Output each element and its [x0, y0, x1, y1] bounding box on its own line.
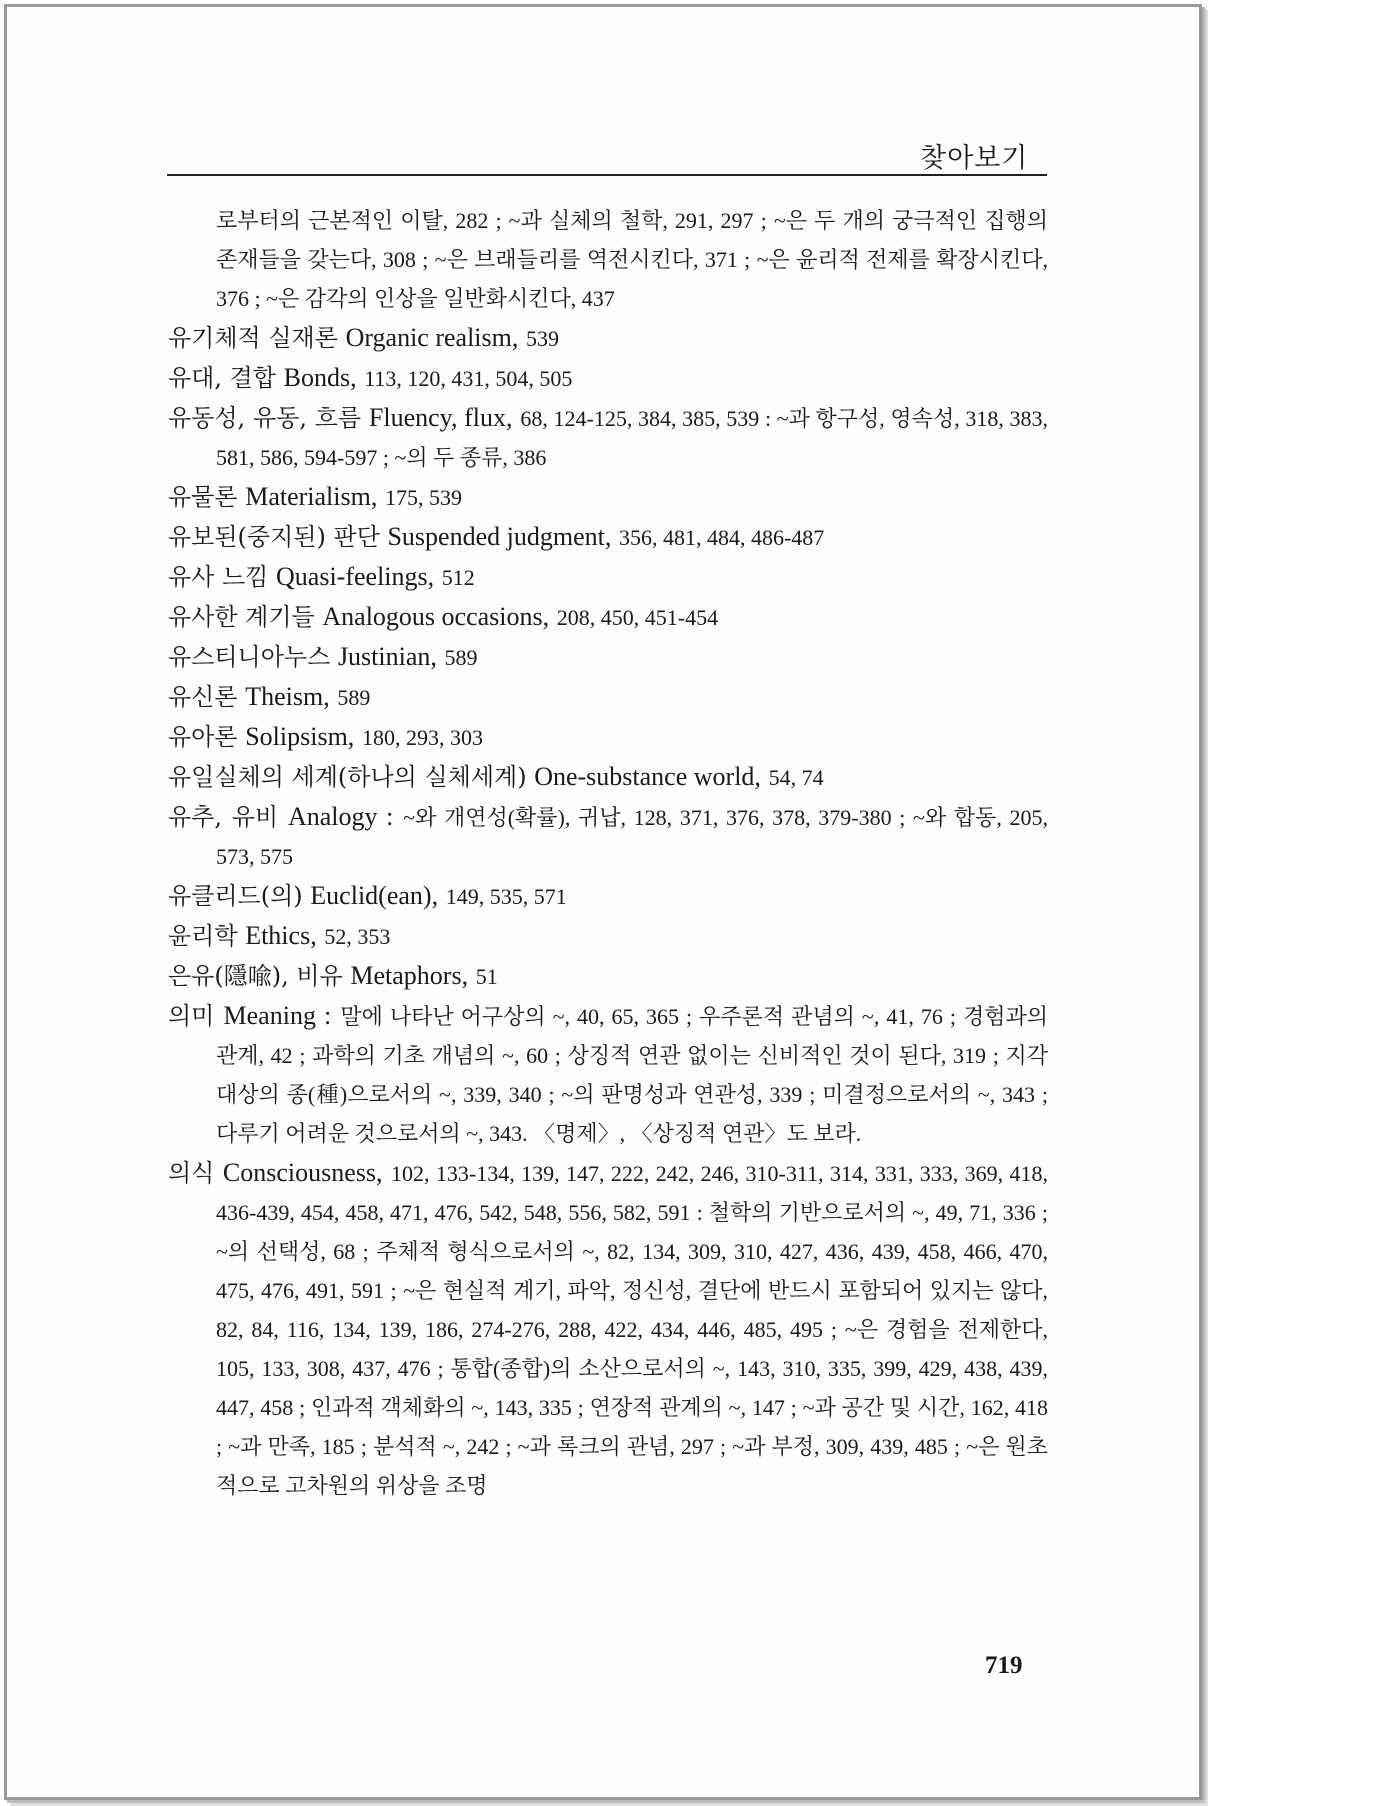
- index-entry: 유사한 계기들 Analogous occasions, 208, 450, 451-454: [168, 602, 719, 631]
- index-entry: 유동성, 유동, 흐름 Fluency, flux, 68, 124-125, 384, 385, 539 : ~과 항구성, 영속성, 318, 383, 581, 586, 594-597 ; ~의 두 종류, 386: [168, 403, 1049, 470]
- index-entry: 유사 느낌 Quasi-feelings, 512: [168, 562, 475, 591]
- index-entry: 유클리드(의) Euclid(ean), 149, 535, 571: [168, 881, 567, 910]
- index-entry: 유보된(중지된) 판단 Suspended judgment, 356, 481, 484, 486-487: [168, 522, 825, 551]
- index-entry: 유스티니아누스 Justinian, 589: [168, 642, 478, 671]
- index-entry: 의식 Consciousness, 102, 133-134, 139, 147, 222, 242, 246, 310-311, 314, 331, 333, 369, 418, 436-439, 454, 458, 471, 476, 542, 548, 556, 582, 591 : 철학의 기반으로서의 ~, 49, 71, 336 ; ~의 선택성, 68 ; 주체적 형식으로서의 ~, 82, 134, 309, 310, 427, 436, 439, 458, 466, 470, 475, 476, 491, 591 ; ~은 현실적 계기, 파악, 정신성, 결단에 반드시 포함되어 있지는 않다, 82, 84, 116, 134, 139, 186, 274-276, 288, 422, 434, 446, 485, 495 ; ~은 경험을 전제한다, 105, 133, 308, 437, 476 ; 통합(종합)의 소산으로서의 ~, 143, 310, 335, 399, 429, 438, 439, 447, 458 ; 인과적 객체화의 ~, 143, 335 ; 연장적 관계의 ~, 147 ; ~과 공간 및 시간, 162, 418 ; ~과 만족, 185 ; 분석적 ~, 242 ; ~과 록크의 관념, 297 ; ~과 부정, 309, 439, 485 ; ~은 원초적으로 고차원의 위상을 조명: [168, 1158, 1048, 1498]
- index-entry: 윤리학 Ethics, 52, 353: [168, 921, 391, 950]
- index-entry: 유추, 유비 Analogy : ~와 개연성(확률), 귀납, 128, 371, 376, 378, 379-380 ; ~와 합동, 205, 573, 575: [168, 802, 1048, 869]
- page-number: 719: [985, 1652, 1023, 1679]
- index-entry: 유아론 Solipsism, 180, 293, 303: [168, 722, 483, 751]
- index-entry: 은유(隱喩), 비유 Metaphors, 51: [168, 961, 498, 990]
- index-list: [168, 200, 1048, 1505]
- index-entry: 의미 Meaning : 말에 나타난 어구상의 ~, 40, 65, 365 ; 우주론적 관념의 ~, 41, 76 ; 경험과의 관계, 42 ; 과학의 기초 개념의 ~, 60 ; 상징적 연관 없이는 신비적인 것이 된다, 319 ; 지각 대상의 종(種)으로서의 ~, 339, 340 ; ~의 판명성과 연관성, 339 ; 미결정으로서의 ~, 343 ; 다루기 어려운 것으로서의 ~, 343. 〈명제〉, 〈상징적 연관〉도 보라.: [168, 1001, 1048, 1146]
- index-entry: 유일실체의 세계(하나의 실체세계) One-substance world, 54, 74: [168, 762, 824, 791]
- index-entry: 유대, 결합 Bonds, 113, 120, 431, 504, 505: [168, 363, 573, 392]
- index-entry: 유물론 Materialism, 175, 539: [168, 482, 462, 511]
- header-rule: [167, 174, 1047, 176]
- page-edge: [1200, 8, 1206, 1800]
- running-head: 찾아보기: [920, 143, 1029, 174]
- index-entry-continuation: 로부터의 근본적인 이탈, 282 ; ~과 실체의 철학, 291, 297 ; ~은 두 개의 궁극적인 집행의 존재들을 갖는다, 308 ; ~은 브래들리를 역전시킨다, 371 ; ~은 윤리적 전제를 확장시킨다, 376 ; ~은 감각의 인상을 일반화시킨다, 437: [216, 208, 1048, 311]
- index-entry: 유기체적 실재론 Organic realism, 539: [168, 323, 559, 352]
- index-entry: 유신론 Theism, 589: [168, 682, 371, 711]
